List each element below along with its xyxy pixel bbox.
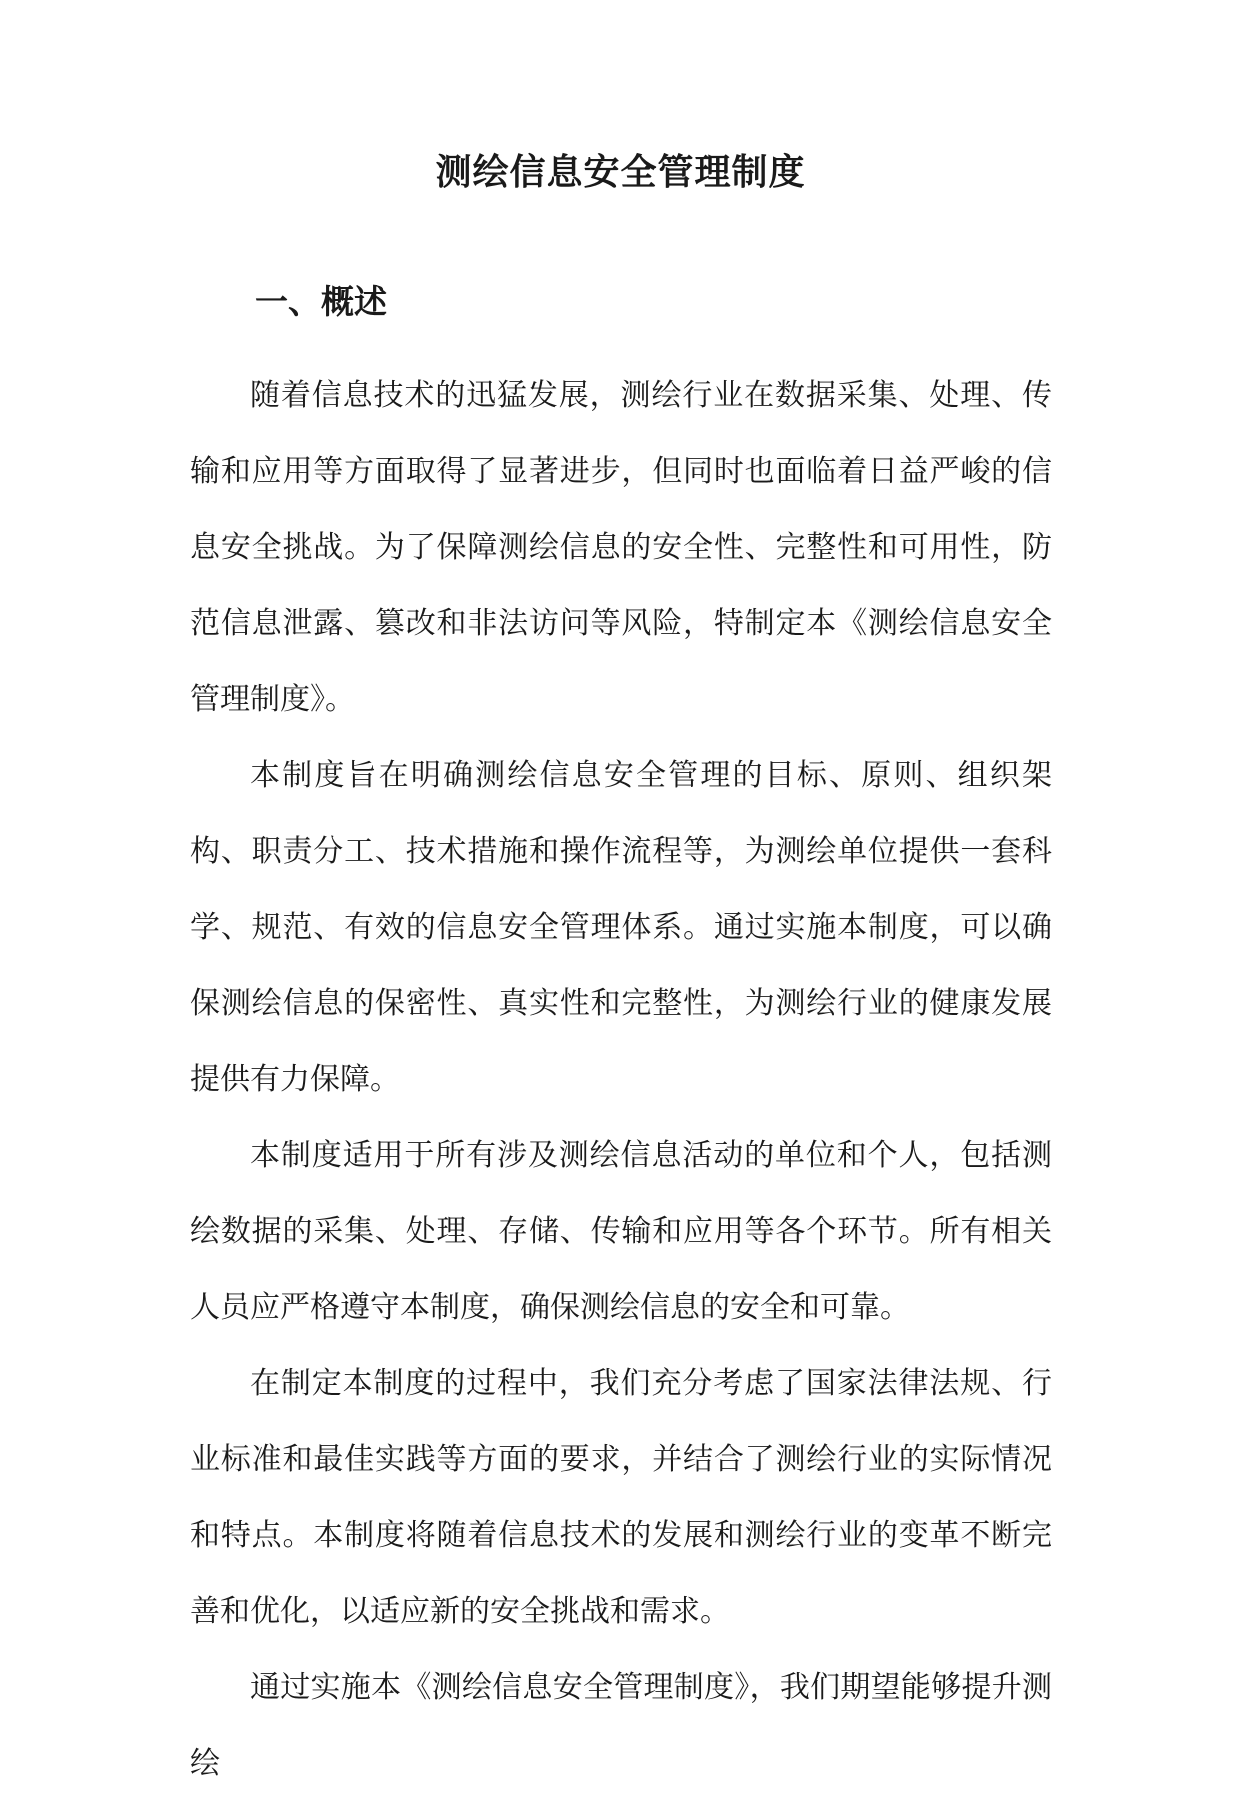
document-title: 测绘信息安全管理制度 — [435, 151, 806, 193]
paragraph: 本制度适用于所有涉及测绘信息活动的单位和个人，包括测绘数据的采集、处理、存储、传输和应用等各个环节。所有相关人员应严格遵守本制度，确保测绘信息的安全和可靠。 — [190, 1138, 1052, 1325]
paragraph: 本制度旨在明确测绘信息安全管理的目标、原则、组织架构、职责分工、技术措施和操作流程等，为测绘单位提供一套科学、规范、有效的信息安全管理体系。通过实施本制度，可以确保测绘信息的保密性、真实性和完整性，为测绘行业的健康发展提供有力保障。 — [190, 758, 1052, 1097]
paragraph: 随着信息技术的迅猛发展，测绘行业在数据采集、处理、传输和应用等方面取得了显著进步，但同时也面临着日益严峻的信息安全挑战。为了保障测绘信息的安全性、完整性和可用性，防范信息泄露、篡改和非法访问等风险，特制定本《测绘信息安全管理制度》。 — [190, 378, 1052, 717]
paragraph: 通过实施本《测绘信息安全管理制度》，我们期望能够提升测绘 — [190, 1670, 1052, 1781]
section-heading: 一、概述 — [255, 282, 387, 321]
paragraph: 在制定本制度的过程中，我们充分考虑了国家法律法规、行业标准和最佳实践等方面的要求，并结合了测绘行业的实际情况和特点。本制度将随着信息技术的发展和测绘行业的变革不断完善和优化，以适应新的安全挑战和需求。 — [190, 1366, 1052, 1629]
section-body — [190, 358, 1052, 1802]
